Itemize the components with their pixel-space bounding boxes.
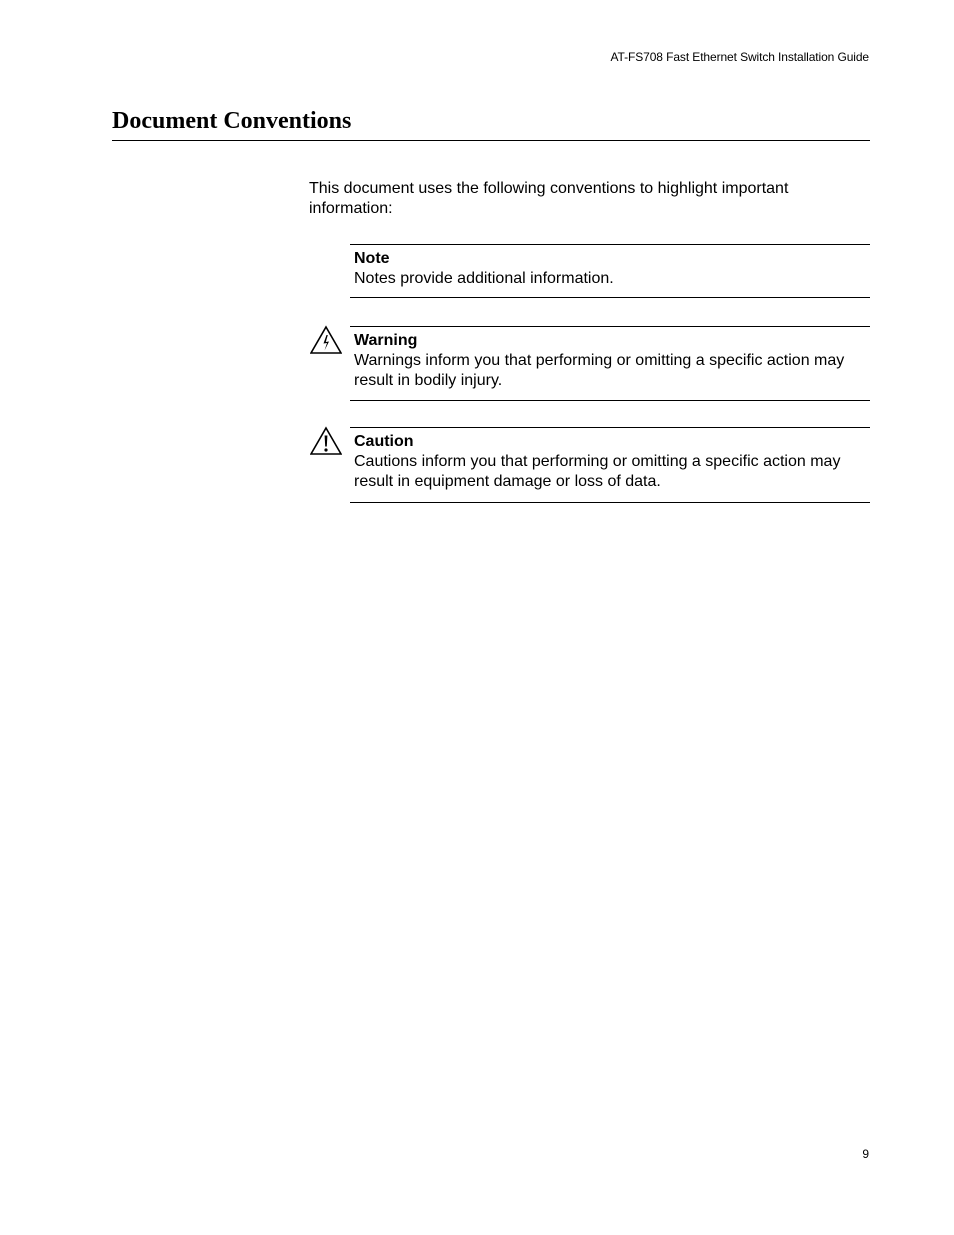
note-text: Notes provide additional information.: [354, 270, 614, 287]
running-header: AT-FS708 Fast Ethernet Switch Installation Guide: [610, 50, 869, 64]
warning-label: Warning: [354, 332, 418, 349]
note-box: [350, 244, 870, 298]
intro-paragraph: This document uses the following conventions to highlight important information:: [309, 180, 789, 217]
warning-text: Warnings inform you that performing or omitting a specific action may result in bodily injury.: [354, 352, 845, 389]
warning-box: [350, 326, 870, 401]
caution-box: [350, 427, 870, 503]
title-rule: [112, 140, 870, 141]
warning-electrical-icon: [310, 325, 342, 355]
section-title: Document Conventions: [112, 108, 352, 134]
caution-label: Caution: [354, 433, 414, 450]
note-label: Note: [354, 250, 390, 267]
caution-exclamation-icon: [310, 426, 342, 456]
caution-text: Cautions inform you that performing or omitting a specific action may result in equipment damage or loss of data.: [354, 453, 841, 490]
page-number: 9: [862, 1147, 869, 1161]
